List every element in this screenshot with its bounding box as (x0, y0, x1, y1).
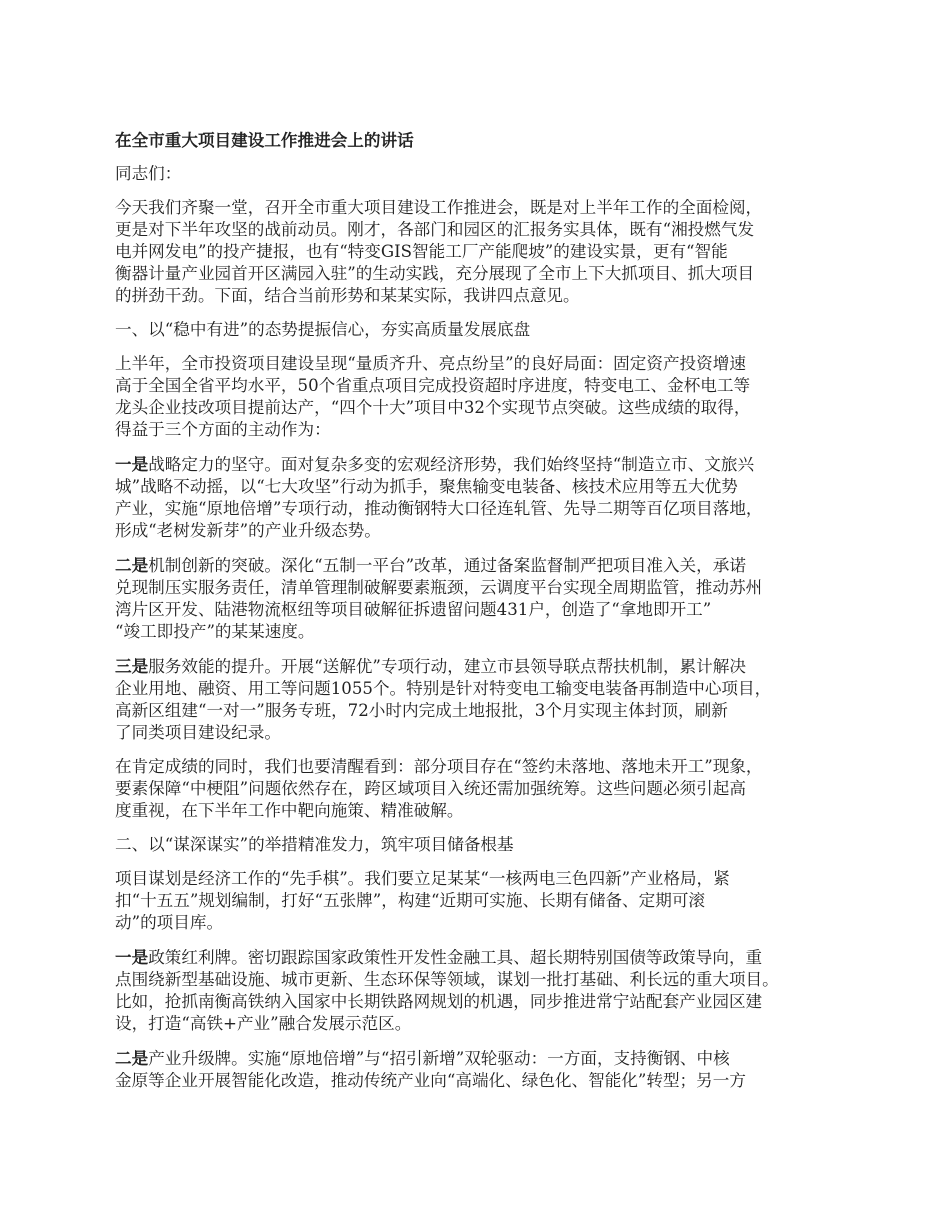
document-title (115, 129, 845, 151)
text-line: 衡器计量产业园首开区满园入驻”的生动实践，充分展现了全市上下大抓项目、抓大项目 (115, 264, 755, 283)
text-line: 设，打造“高铁+产业”融合发展示范区。 (115, 1014, 412, 1033)
text-line: 兑现制压实服务责任，清单管理制破解要素瓶颈，云调度平台实现全周期监管，推动苏州 (115, 578, 763, 597)
text-line-rest: 机制创新的突破。深化“五制一平台”改革，通过备案监督制严把项目准入关，承诺 (148, 556, 746, 575)
text-line-rest: 产业升级牌。实施“原地倍增”与“招引新增”双轮驱动：一方面，支持衡钢、中核 (148, 1049, 730, 1068)
text-line: 的拼劲干劲。下面，结合当前形势和某某实际，我讲四点意见。 (115, 286, 580, 305)
text-line: “竣工即投产”的某某速度。 (115, 622, 315, 641)
text-line: 高新区组建“一对一”服务专班，72小时内完成土地报批，3个月实现主体封顶，刷新 (115, 701, 728, 720)
text-line (115, 1047, 845, 1070)
text-line: 度重视，在下半年工作中靶向施策、精准破解。 (115, 801, 464, 820)
text-line (115, 946, 845, 969)
document-body (115, 129, 845, 1104)
text-line (115, 655, 845, 678)
text-line (115, 453, 845, 476)
text-line: 上半年，全市投资项目建设呈现“量质齐升、亮点纷呈”的良好局面：固定资产投资增速 (115, 354, 746, 373)
paragraph (115, 868, 845, 934)
lead-phrase: 二是 (115, 1048, 149, 1068)
text-line: 扣“十五五”规划编制，打好“五张牌”，构建“近期可实施、长期有储备、定期可滚 (115, 891, 706, 910)
text-line: 在肯定成绩的同时，我们也要清醒看到：部分项目存在“签约未落地、落地未开工”现象， (115, 757, 763, 776)
salutation (115, 163, 845, 185)
text-line: 了同类项目建设纪录。 (115, 723, 281, 742)
text-line: 今天我们齐聚一堂，召开全市重大项目建设工作推进会，既是对上半年工作的全面检阅， (115, 198, 763, 217)
text-line-rest: 政策红利牌。密切跟踪国家政策性开发性金融工具、超长期特别国债等政策导向，重 (148, 948, 763, 967)
paragraph (115, 554, 845, 643)
text-line-rest: 战略定力的坚守。面对复杂多变的宏观经济形势，我们始终坚持“制造立市、文旅兴 (148, 455, 755, 474)
text-line: 要素保障“中梗阻”问题依然存在，跨区域项目入统还需加强统筹。这些问题必须引起高 (115, 779, 746, 798)
text-line: 湾片区开发、陆港物流枢纽等项目破解征拆遗留问题431户，创造了“拿地即开工” (115, 600, 712, 619)
paragraph (115, 756, 845, 822)
text-line: 比如，抢抓南衡高铁纳入国家中长期铁路网规划的机遇，同步推进常宁站配套产业园区建 (115, 992, 763, 1011)
lead-phrase: 一是 (115, 947, 149, 967)
section-heading (115, 834, 845, 856)
text-line: 点围绕新型基础设施、城市更新、生态环保等领域，谋划一批打基础、利长远的重大项目。 (115, 970, 779, 989)
lead-phrase: 一是 (115, 454, 149, 474)
paragraph (115, 453, 845, 542)
paragraph (115, 655, 845, 744)
text-line: 龙头企业技改项目提前达产，“四个十大”项目中32个实现节点突破。这些成绩的取得， (115, 398, 751, 417)
text-line: 同志们： (115, 164, 182, 183)
text-line (115, 554, 845, 577)
text-line: 得益于三个方面的主动作为： (115, 420, 331, 439)
text-line: 一、以“稳中有进”的态势提振信心，夯实高质量发展底盘 (115, 320, 531, 339)
text-line: 二、以“谋深谋实”的举措精准发力，筑牢项目储备根基 (115, 835, 514, 854)
paragraph (115, 946, 845, 1035)
lead-phrase: 二是 (115, 555, 149, 575)
text-line: 形成“老树发新芽”的产业升级态势。 (115, 521, 381, 540)
text-line: 高于全国全省平均水平，50个省重点项目完成投资超时序进度，特变电工、金杯电工等 (115, 376, 751, 395)
text-line: 电并网发电”的投产捷报，也有“特变GIS智能工厂产能爬坡”的建设实景，更有“智能 (115, 242, 728, 261)
text-line-rest: 服务效能的提升。开展“送解优”专项行动，建立市县领导联点帮扶机制，累计解决 (148, 657, 746, 676)
text-line: 产业，实施“原地倍增”专项行动，推动衡钢特大口径连轧管、先导二期等百亿项目落地， (115, 499, 763, 518)
text-line: 项目谋划是经济工作的“先手棋”。我们要立足某某“一核两电三色四新”产业格局，紧 (115, 869, 730, 888)
text-line: 在全市重大项目建设工作推进会上的讲话 (115, 130, 414, 150)
paragraph (115, 1047, 845, 1092)
text-line: 金原等企业开展智能化改造，推动传统产业向“高端化、绿色化、智能化”转型；另一方 (115, 1071, 746, 1090)
lead-phrase: 三是 (115, 656, 149, 676)
text-line: 更是对下半年攻坚的战前动员。刚才，各部门和园区的汇报务实具体，既有“湘投燃气发 (115, 220, 755, 239)
text-line: 动”的项目库。 (115, 913, 224, 932)
section-heading (115, 319, 845, 341)
paragraph (115, 353, 845, 441)
text-line: 城”战略不动摇，以“七大攻坚”行动为抓手，聚焦输变电装备、核技术应用等五大优势 (115, 477, 738, 496)
text-line: 企业用地、融资、用工等问题1055个。特别是针对特变电工输变电装备再制造中心项目， (115, 679, 772, 698)
paragraph (115, 197, 845, 307)
